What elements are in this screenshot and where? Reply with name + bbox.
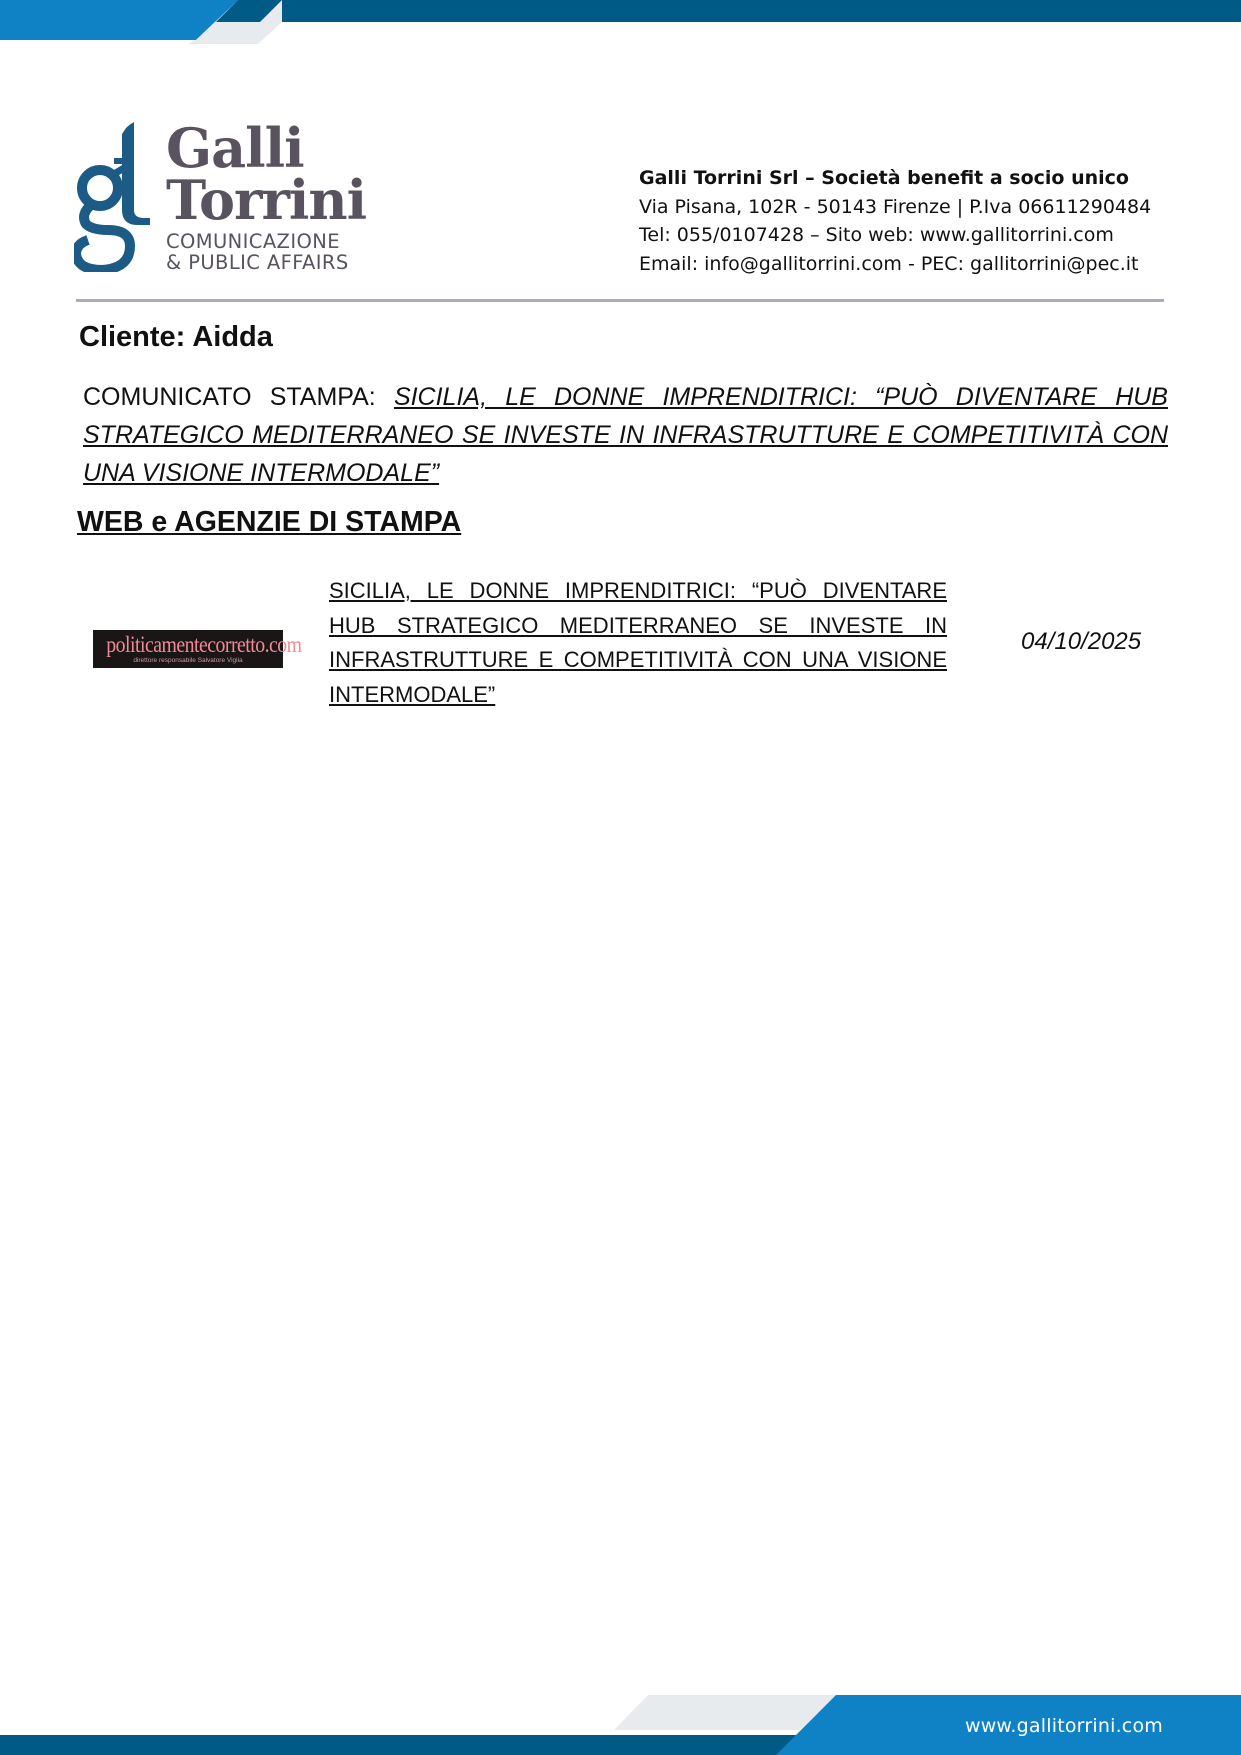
source-logo-subtitle: direttore responsabile Salvatore Viglia xyxy=(133,657,243,664)
press-release-heading xyxy=(83,378,1168,492)
press-release-prefix: COMUNICATO STAMPA: xyxy=(83,383,394,411)
gt-monogram-icon xyxy=(74,122,156,272)
client-label: Cliente: Aidda xyxy=(79,321,273,353)
company-address: Via Pisana, 102R - 50143 Firenze | P.Iva 06611290484 xyxy=(639,195,1152,218)
press-release-title[interactable]: SICILIA, LE DONNE IMPRENDITRICI: “PUÒ DIVENTARE HUB STRATEGICO MEDITERRANEO SE INVESTE IN INFRASTRUTTURE E COMPETITIVITÀ CON UNA VISIONE INTERMODALE” xyxy=(83,383,1168,487)
section-title: WEB e AGENZIE DI STAMPA xyxy=(77,506,462,538)
company-contacts: Tel: 055/0107428 – Sito web: www.gallitorrini.com xyxy=(639,224,1114,246)
source-logo-name: politicamentecorretto.com xyxy=(106,632,302,657)
logo-word-galli: Galli xyxy=(166,116,304,180)
logo-tagline-1: COMUNICAZIONE xyxy=(166,230,340,253)
company-name: Galli Torrini Srl – Società benefit a socio unico xyxy=(639,167,1129,189)
company-emails: Email: info@gallitorrini.com - PEC: gallitorrini@pec.it xyxy=(639,252,1139,275)
footer-website-link[interactable]: www.gallitorrini.com xyxy=(964,1715,1163,1737)
header-divider xyxy=(76,299,1164,302)
company-logo xyxy=(74,116,394,274)
article-row xyxy=(76,572,1166,712)
logo-tagline-2: & PUBLIC AFFAIRS xyxy=(166,251,349,274)
source-logo xyxy=(93,630,302,668)
article-title-link[interactable]: SICILIA, LE DONNE IMPRENDITRICI: “PUÒ DIVENTARE HUB STRATEGICO MEDITERRANEO SE INVESTE IN INFRASTRUTTURE E COMPETITIVITÀ CON UNA VISIONE INTERMODALE” xyxy=(329,578,947,707)
logo-word-torrini: Torrini xyxy=(166,168,367,232)
header-band xyxy=(0,0,1241,44)
article-date: 04/10/2025 xyxy=(1021,628,1142,655)
company-info xyxy=(639,164,1199,278)
